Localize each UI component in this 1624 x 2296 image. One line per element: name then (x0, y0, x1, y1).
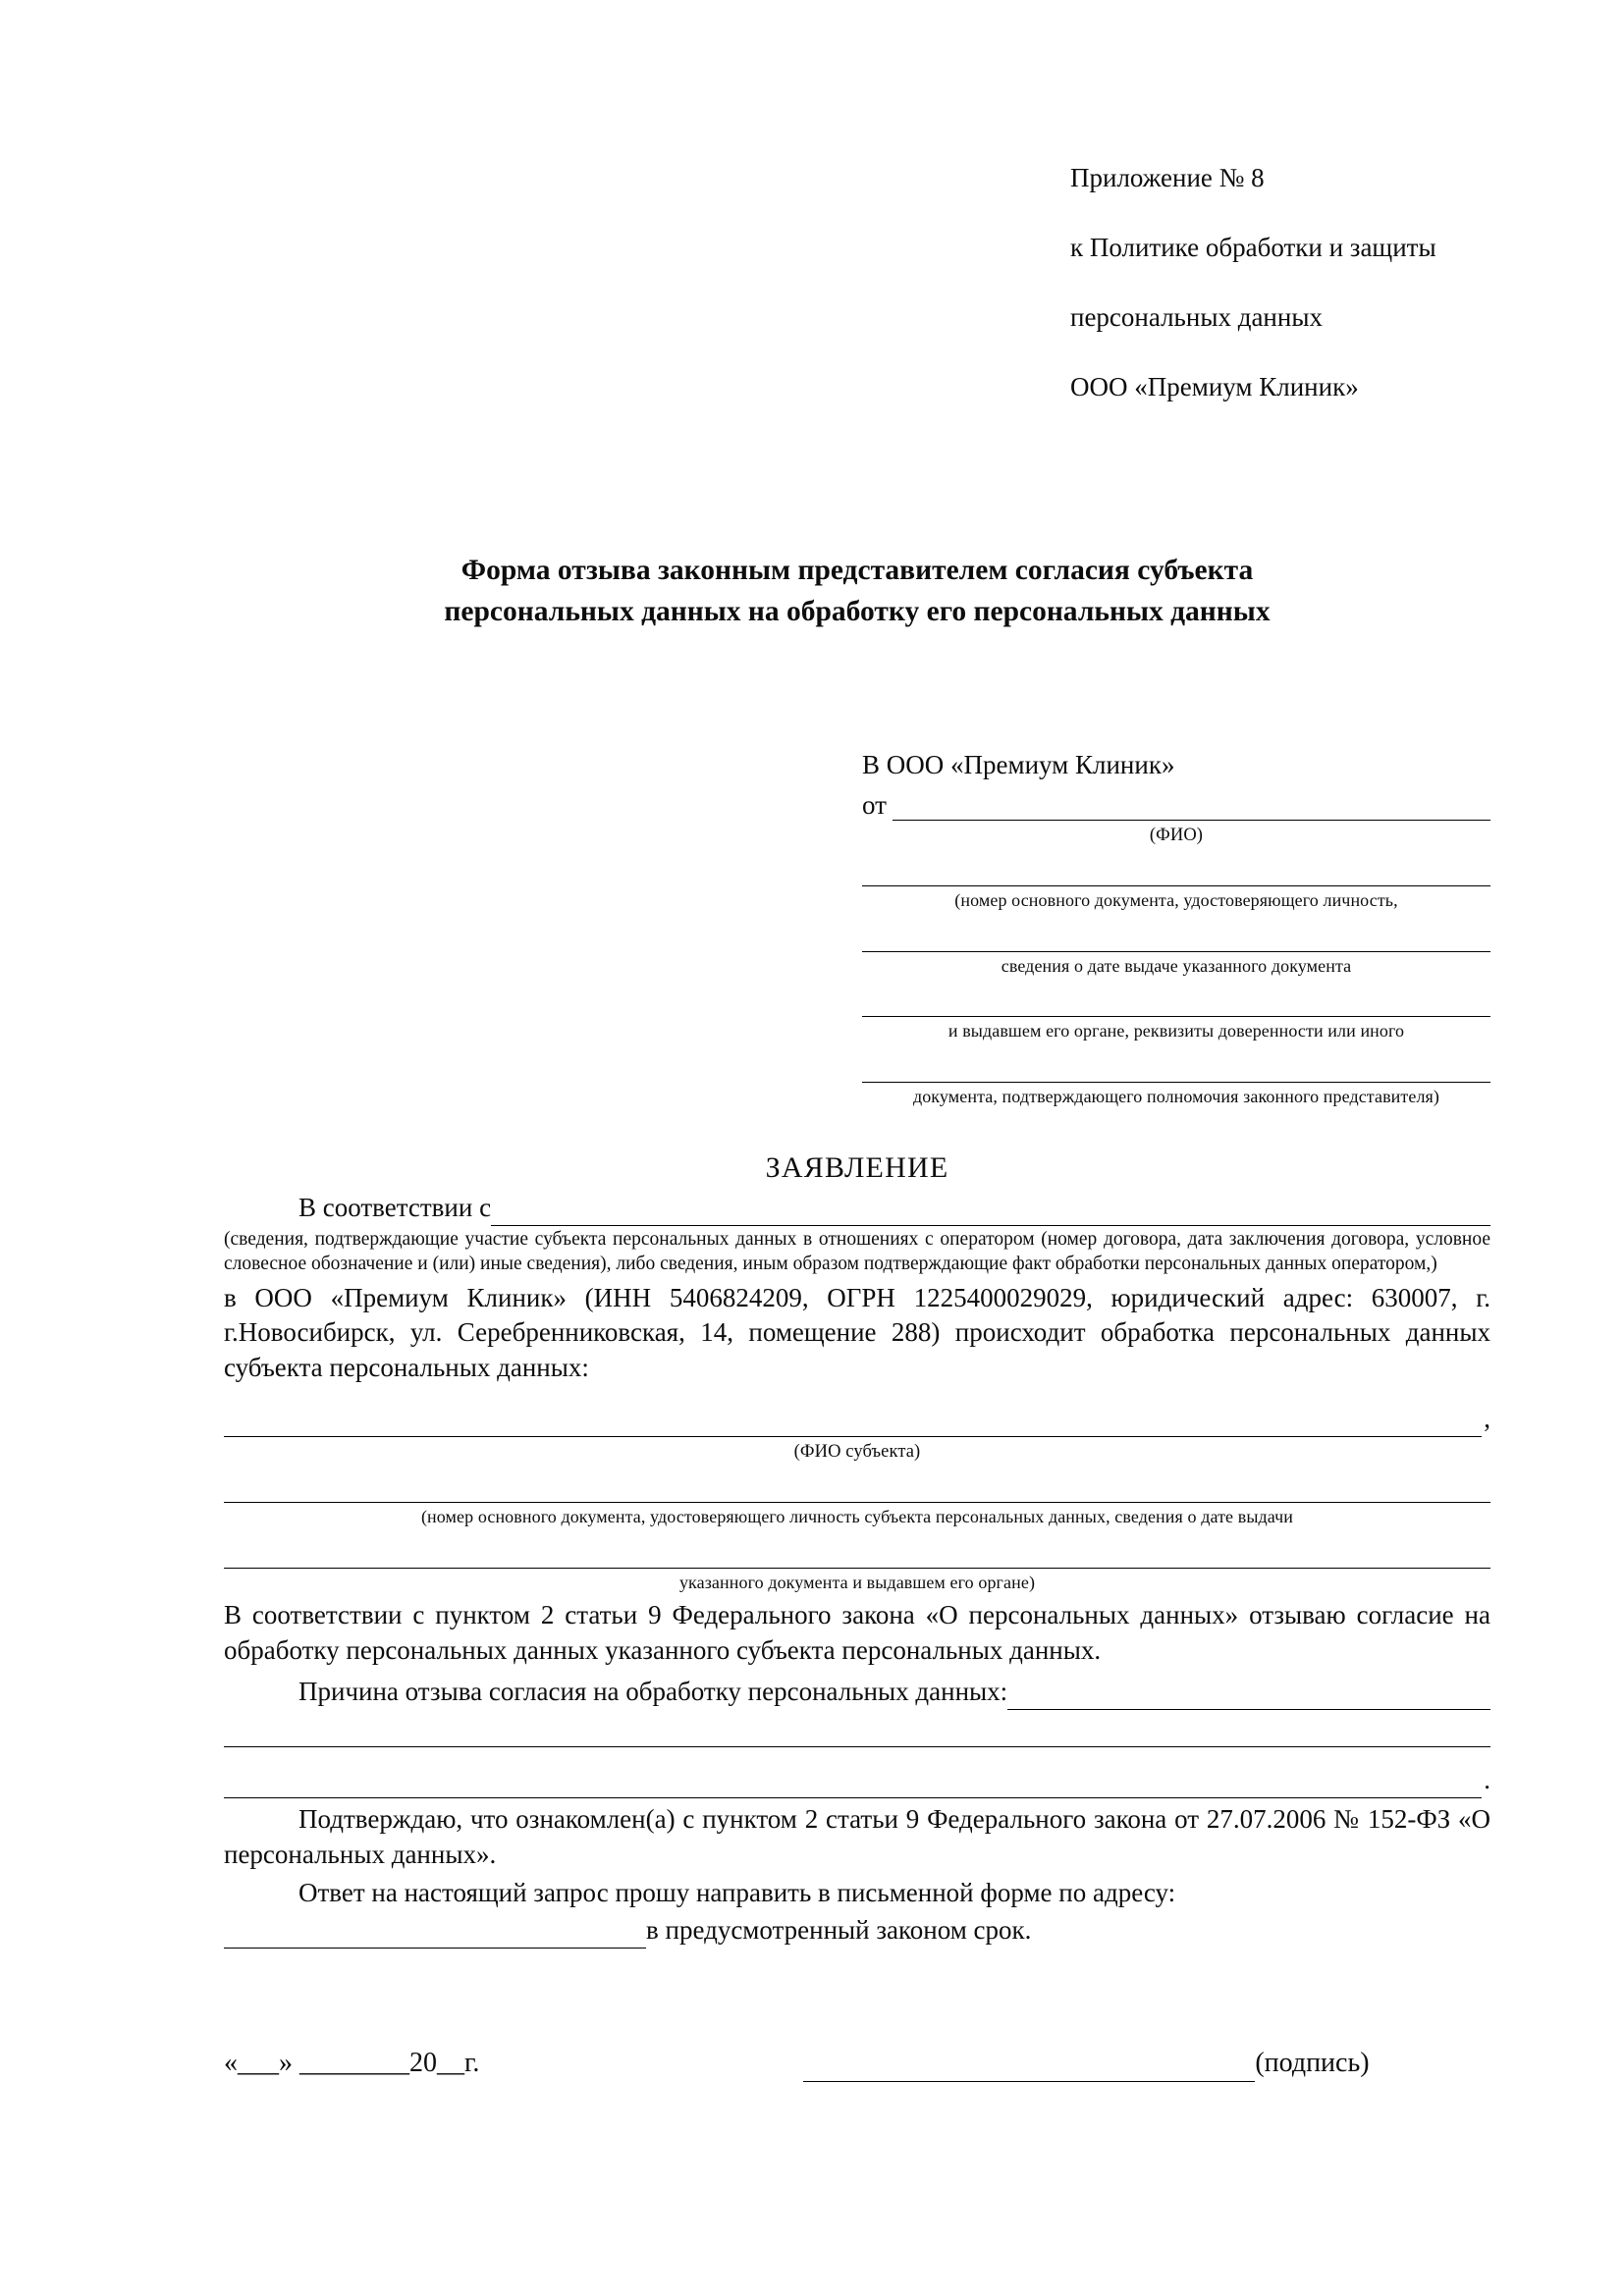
confirmation-text: Подтверждаю, что ознакомлен(а) с пунктом 2 статьи 9 Федерального закона от 27.07.2006 № 152-ФЗ «О персональных данных». (224, 1803, 1490, 1869)
caption-representative-authority: документа, подтверждающего полномочия законного представителя) (912, 1086, 1440, 1106)
appendix-policy-line-1: к Политике обработки и защиты (1070, 232, 1436, 262)
document-number-input[interactable] (862, 863, 1490, 886)
caption-document-number: (номер основного документа, удостоверяющего личность, (954, 890, 1398, 911)
statement-heading: ЗАЯВЛЕНИЕ (765, 1150, 949, 1184)
addressee-organization: В ООО «Премиум Клиник» (862, 750, 1175, 780)
subject-document-input[interactable] (224, 1479, 1490, 1503)
addressee-block (862, 750, 1490, 1108)
signature-label: (подпись) (1255, 2048, 1370, 2079)
document-issuer-input[interactable] (862, 993, 1490, 1017)
from-row (862, 790, 1490, 821)
page-title-line-1: Форма отзыва законным представителем согласия субъекта (460, 554, 1254, 586)
caption-document-issuer: и выдавшем его органе, реквизиты доверенности или иного (947, 1021, 1405, 1041)
caption-fio: (ФИО) (1149, 826, 1204, 846)
reason-input-line-3[interactable] (224, 1776, 1482, 1798)
appendix-policy-line-2: персональных данных (1070, 302, 1323, 333)
reason-period: . (1484, 1764, 1490, 1794)
subject-fio-row (224, 1402, 1490, 1437)
subject-document-issuer-input[interactable] (224, 1545, 1490, 1569)
page-title-line-2: персональных данных на обработку его персональных данных (444, 595, 1271, 627)
page-title (224, 551, 1490, 633)
reason-line-2-row (224, 1724, 1490, 1747)
signature-row (224, 2045, 1490, 2081)
subject-fio-input[interactable] (224, 1415, 1482, 1437)
organization-paragraph: в ООО «Премиум Клиник» (ИНН 5406824209, ОГРН 1225400029029, юридический адрес: 630007, г. г.Новосибирск, ул. Серебренниковская, 14, помещение 288) происходит обработка персональных данных субъекта персональных данных: (224, 1282, 1490, 1383)
document-body (224, 126, 1490, 2082)
caption-subject-document-1: (номер основного документа, удостоверяющего личность субъекта персональных данных, сведения о дате выдачи (420, 1507, 1294, 1527)
accordance-label: В соответствии с (298, 1192, 492, 1222)
reason-input-line-1[interactable] (1007, 1687, 1490, 1710)
reason-line-3-row (224, 1763, 1490, 1798)
signature-input[interactable] (803, 2059, 1255, 2082)
spacer (862, 1043, 1490, 1059)
reason-input-line-2[interactable] (224, 1724, 1490, 1747)
caption-subject-fio: (ФИО субъекта) (793, 1442, 921, 1463)
document-date-input[interactable] (862, 929, 1490, 952)
statement-body (224, 1191, 1490, 2082)
accordance-row (224, 1191, 1490, 1226)
spacer (224, 1529, 1490, 1545)
appendix-organization: ООО «Премиум Клиник» (1070, 372, 1359, 402)
answer-address-tail: в предусмотренный законом срок. (646, 1915, 1032, 1946)
answer-text: Ответ на настоящий запрос прошу направить в письменной форме по адресу: (298, 1878, 1176, 1908)
answer-paragraph (224, 1876, 1490, 1911)
accordance-input[interactable] (491, 1203, 1490, 1226)
reason-label: Причина отзыва согласия на обработку персональных данных: (298, 1676, 1008, 1706)
confirmation-paragraph (224, 1802, 1490, 1873)
spacer (862, 913, 1490, 929)
date-field[interactable]: «___» ________20__г. (224, 2048, 480, 2079)
answer-address-input[interactable] (224, 1926, 646, 1949)
answer-address-row (224, 1913, 1490, 1949)
subject-fio-comma: , (1484, 1404, 1490, 1434)
reason-row (224, 1675, 1490, 1710)
revocation-paragraph: В соответствии с пунктом 2 статьи 9 Федерального закона «О персональных данных» отзываю согласие на обработку персональных данных указанного субъекта персональных данных. (224, 1600, 1490, 1665)
spacer (862, 847, 1490, 863)
from-name-input[interactable] (893, 798, 1490, 821)
spacer (224, 1464, 1490, 1479)
representative-authority-input[interactable] (862, 1059, 1490, 1083)
accordance-note: (сведения, подтверждающие участие субъекта персональных данных в отношениях с оператором (номер договора, дата заключения договора, условное словесное обозначение и (или) иные сведения), либо сведения, иным образом подтверждающие факт обработки персональных данных оператором,) (224, 1228, 1490, 1275)
appendix-number: Приложение № 8 (1070, 162, 1265, 192)
caption-subject-document-2: указанного документа и выдавшем его органе) (678, 1572, 1036, 1592)
spacer (862, 978, 1490, 993)
from-label: от (862, 790, 887, 821)
caption-document-date: сведения о дате выдаче указанного документа (1001, 955, 1352, 976)
appendix-header (1070, 126, 1490, 441)
